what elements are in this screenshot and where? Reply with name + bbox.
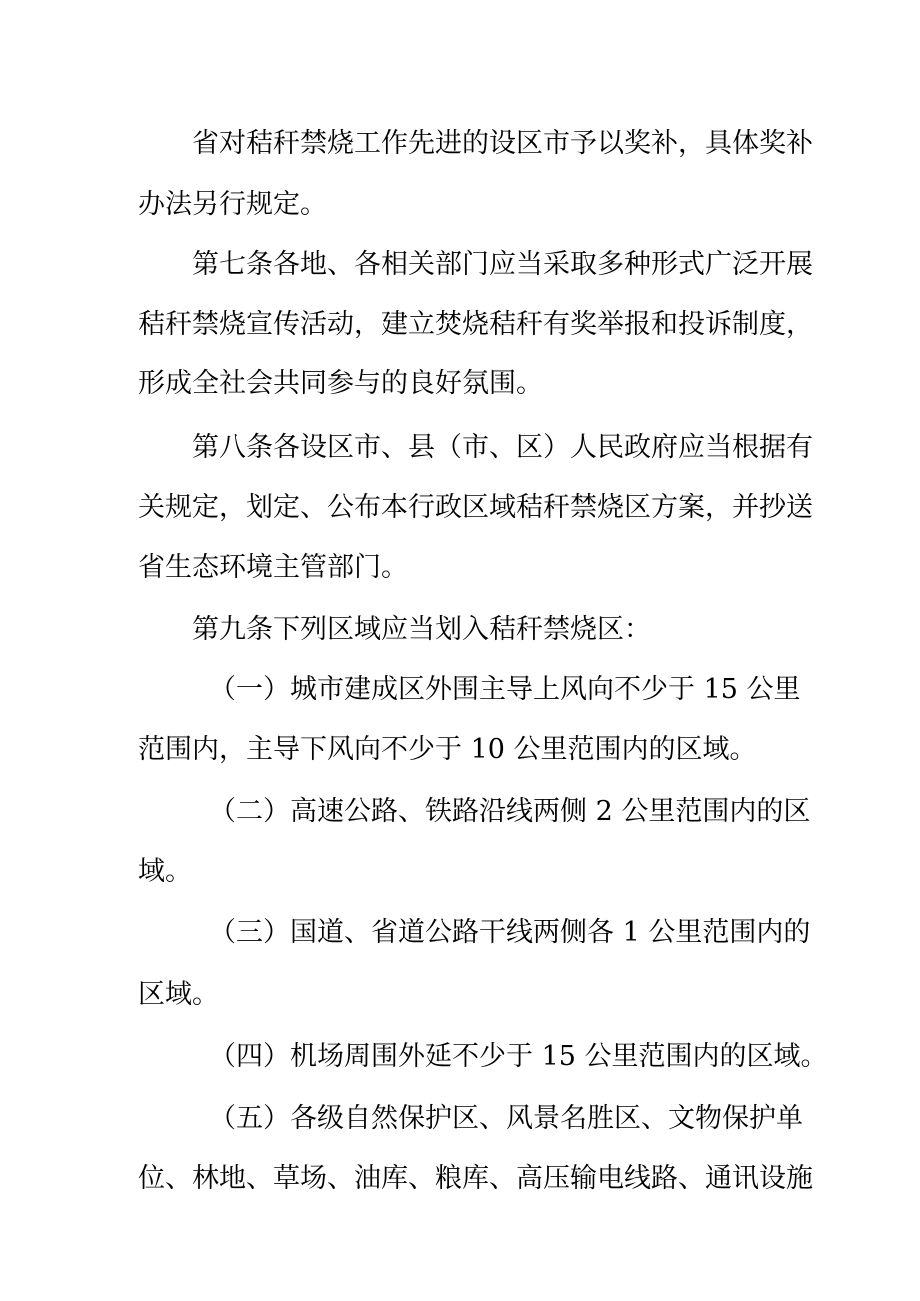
paragraph-line: 形成全社会共同参与的良好氛围。	[138, 368, 543, 399]
paragraph-line: 秸秆禁烧宣传活动，建立焚烧秸秆有奖举报和投诉制度，	[138, 309, 813, 340]
list-item-line: 域。	[138, 856, 192, 887]
list-item-line: （五）各级自然保护区、风景名胜区、文物保护单	[209, 1103, 803, 1134]
list-item-line: （三）国道、省道公路干线两侧各 1 公里范围内的	[209, 917, 811, 948]
list-item-line: 区域。	[138, 979, 219, 1010]
paragraph-line: 省对秸秆禁烧工作先进的设区市予以奖补，具体奖补	[192, 128, 813, 159]
list-item-line: （四）机场周围外延不少于 15 公里范围内的区域。	[209, 1041, 828, 1072]
paragraph-line: 办法另行规定。	[138, 189, 327, 220]
paragraph-line: 省生态环境主管部门。	[138, 552, 408, 583]
paragraph-line: 关规定，划定、公布本行政区域秸秆禁烧区方案，并抄送	[138, 492, 813, 523]
paragraph-line: 第七条各地、各相关部门应当采取多种形式广泛开展	[192, 249, 813, 280]
list-item-line: （一）城市建成区外围主导上风向不少于 15 公里	[209, 674, 801, 705]
paragraph-line: 第八条各设区市、县（市、区）人民政府应当根据有	[192, 432, 813, 463]
list-item-line: （二）高速公路、铁路沿线两侧 2 公里范围内的区	[209, 796, 811, 827]
list-item-line: 范围内，主导下风向不少于 10 公里范围内的区域。	[138, 734, 757, 765]
paragraph-line: 第九条下列区域应当划入秸秆禁烧区：	[192, 614, 651, 645]
list-item-line: 位、林地、草场、油库、粮库、高压输电线路、通讯设施	[138, 1163, 813, 1194]
